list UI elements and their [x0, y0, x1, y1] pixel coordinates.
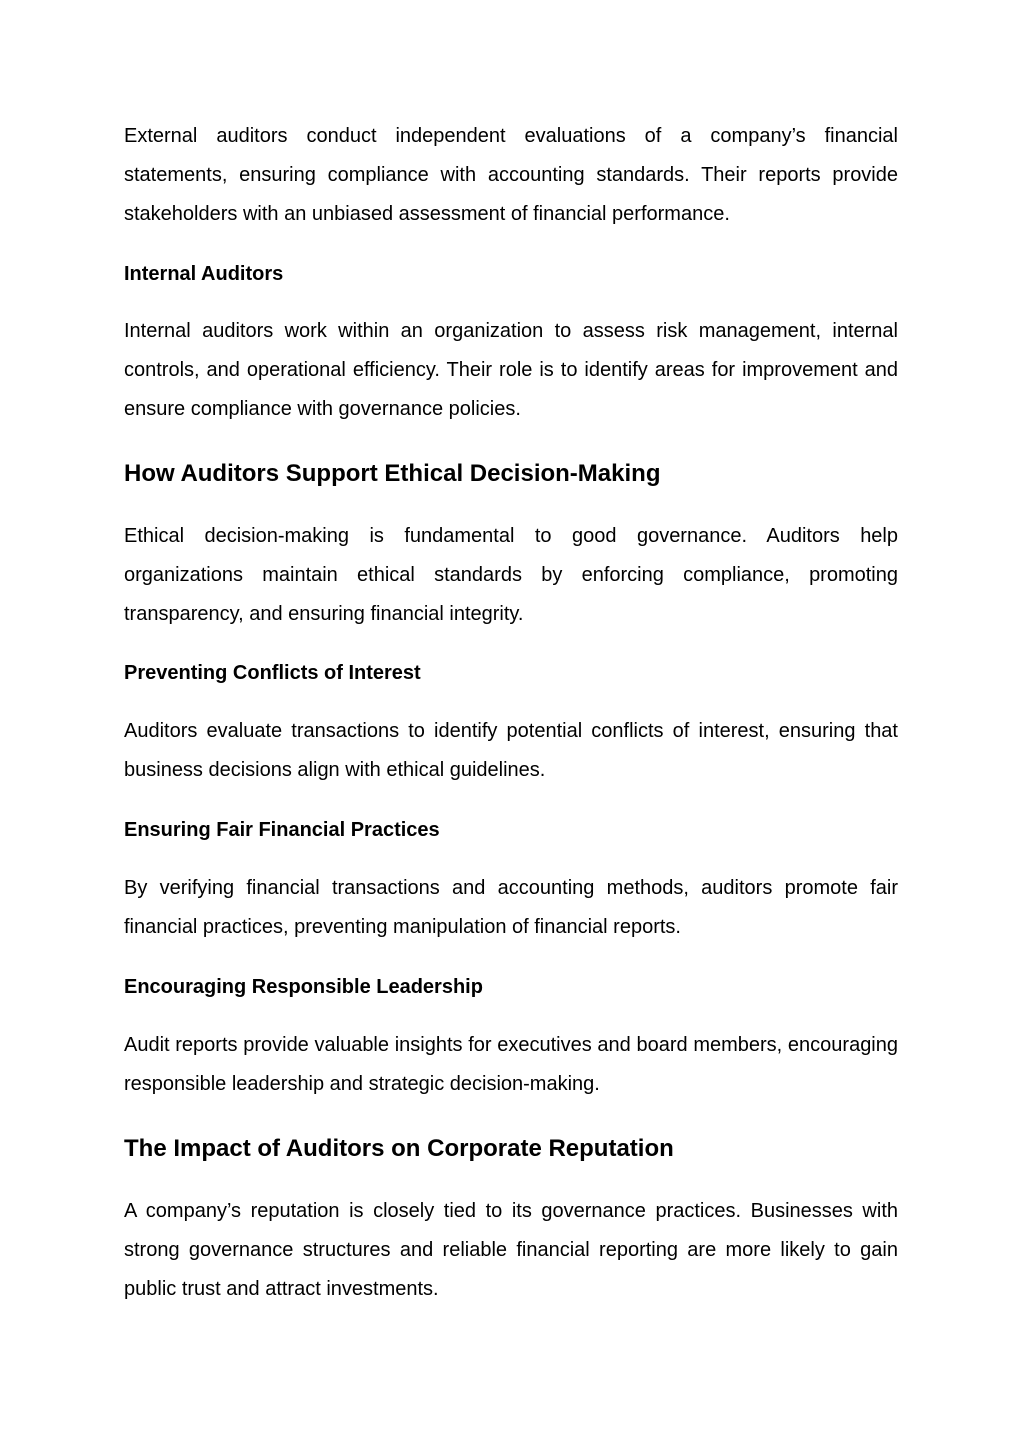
paragraph-responsible-leadership: Audit reports provide valuable insights for executives and board members, encouraging responsible leadership and strategic decision-making. [124, 1034, 898, 1095]
heading-corporate-reputation: The Impact of Auditors on Corporate Reputation [124, 1135, 674, 1162]
paragraph-fair-financial-practices: By verifying financial transactions and accounting methods, auditors promote fair financial practices, preventing manipulation of financial reports. [124, 877, 898, 938]
paragraph-preventing-conflicts: Auditors evaluate transactions to identify potential conflicts of interest, ensuring that business decisions align with ethical guidelines. [124, 720, 898, 781]
heading-internal-auditors: Internal Auditors [124, 263, 284, 285]
heading-fair-financial-practices: Ensuring Fair Financial Practices [124, 819, 440, 841]
paragraph-corporate-reputation: A company’s reputation is closely tied to its governance practices. Businesses with strong governance structures and reliable financial reporting are more likely to gain public trust and attract investments. [124, 1200, 898, 1300]
paragraph-internal-auditors: Internal auditors work within an organization to assess risk management, internal controls, and operational efficiency. Their role is to identify areas for improvement and ensure compliance with governance policies. [124, 320, 898, 420]
heading-preventing-conflicts: Preventing Conflicts of Interest [124, 662, 421, 684]
heading-responsible-leadership: Encouraging Responsible Leadership [124, 976, 483, 998]
paragraph-ethical-decision-making: Ethical decision-making is fundamental to good governance. Auditors help organizations maintain ethical standards by enforcing compliance, promoting transparency, and ensuring financial integrity. [124, 525, 898, 625]
heading-ethical-decision-making: How Auditors Support Ethical Decision-Making [124, 460, 661, 487]
paragraph-external-auditors: External auditors conduct independent evaluations of a company’s financial statements, ensuring compliance with accounting standards. Their reports provide stakeholders with an unbiased assessment of financial performance. [124, 125, 898, 225]
